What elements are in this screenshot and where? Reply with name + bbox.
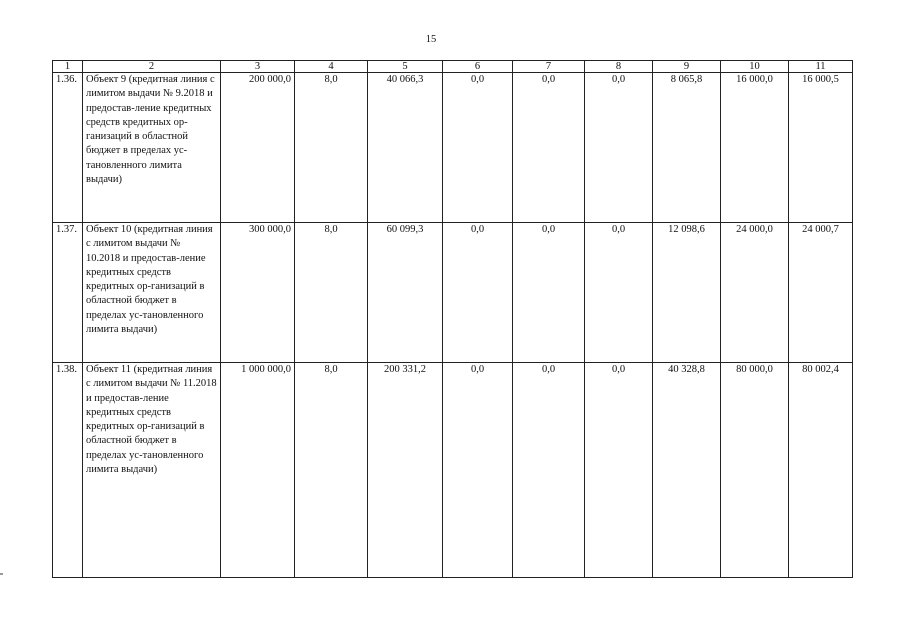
table-cell: 0,0 [443, 363, 513, 578]
column-header: 7 [513, 61, 585, 73]
column-header: 4 [295, 61, 368, 73]
table-cell: 16 000,0 [721, 73, 789, 223]
table-cell: 0,0 [513, 73, 585, 223]
column-header: 3 [221, 61, 295, 73]
column-header: 10 [721, 61, 789, 73]
column-header: 1 [53, 61, 83, 73]
table-cell: 40 066,3 [368, 73, 443, 223]
table-row [53, 73, 853, 223]
object-description: Объект 11 (кредитная линия с лимитом выдачи № 11.2018 и предостав-ление кредитных средств кредитных ор-ганизаций в областной бюджет в пределах ус-тановленного лимита выдачи) [83, 363, 221, 578]
table-row [53, 223, 853, 363]
table-cell: 0,0 [443, 223, 513, 363]
header-row [53, 61, 853, 73]
table-cell: 24 000,7 [789, 223, 853, 363]
table-cell: 1 000 000,0 [221, 363, 295, 578]
table-cell: 0,0 [585, 363, 653, 578]
table-cell: 8,0 [295, 223, 368, 363]
data-table [52, 60, 853, 578]
table-cell: 0,0 [585, 73, 653, 223]
table-cell: 0,0 [513, 363, 585, 578]
table-cell: 24 000,0 [721, 223, 789, 363]
table-cell: 40 328,8 [653, 363, 721, 578]
row-number: 1.37. [53, 223, 83, 363]
table-cell: 0,0 [513, 223, 585, 363]
table-cell: 300 000,0 [221, 223, 295, 363]
table-cell: 80 002,4 [789, 363, 853, 578]
table-cell: 200 331,2 [368, 363, 443, 578]
table-cell: 8,0 [295, 73, 368, 223]
column-header: 5 [368, 61, 443, 73]
column-header: 11 [789, 61, 853, 73]
table-cell: 0,0 [585, 223, 653, 363]
page-number: 15 [425, 34, 437, 45]
table-cell: 200 000,0 [221, 73, 295, 223]
object-description: Объект 9 (кредитная линия с лимитом выдачи № 9.2018 и предостав-ление кредитных средств кредитных ор-ганизаций в областной бюджет в пределах ус-тановленного лимита выдачи) [83, 73, 221, 223]
column-header: 9 [653, 61, 721, 73]
scan-edge-mark [0, 573, 3, 575]
column-header: 8 [585, 61, 653, 73]
row-number: 1.38. [53, 363, 83, 578]
table-cell: 16 000,5 [789, 73, 853, 223]
table-cell: 8 065,8 [653, 73, 721, 223]
table-cell: 80 000,0 [721, 363, 789, 578]
table-row [53, 363, 853, 578]
column-header: 6 [443, 61, 513, 73]
table-cell: 0,0 [443, 73, 513, 223]
table-cell: 8,0 [295, 363, 368, 578]
column-header: 2 [83, 61, 221, 73]
table-cell: 60 099,3 [368, 223, 443, 363]
row-number: 1.36. [53, 73, 83, 223]
object-description: Объект 10 (кредитная линия с лимитом выдачи № 10.2018 и предостав-ление кредитных средств кредитных ор-ганизаций в областной бюджет в пределах ус-тановленного лимита выдачи) [83, 223, 221, 363]
table-cell: 12 098,6 [653, 223, 721, 363]
